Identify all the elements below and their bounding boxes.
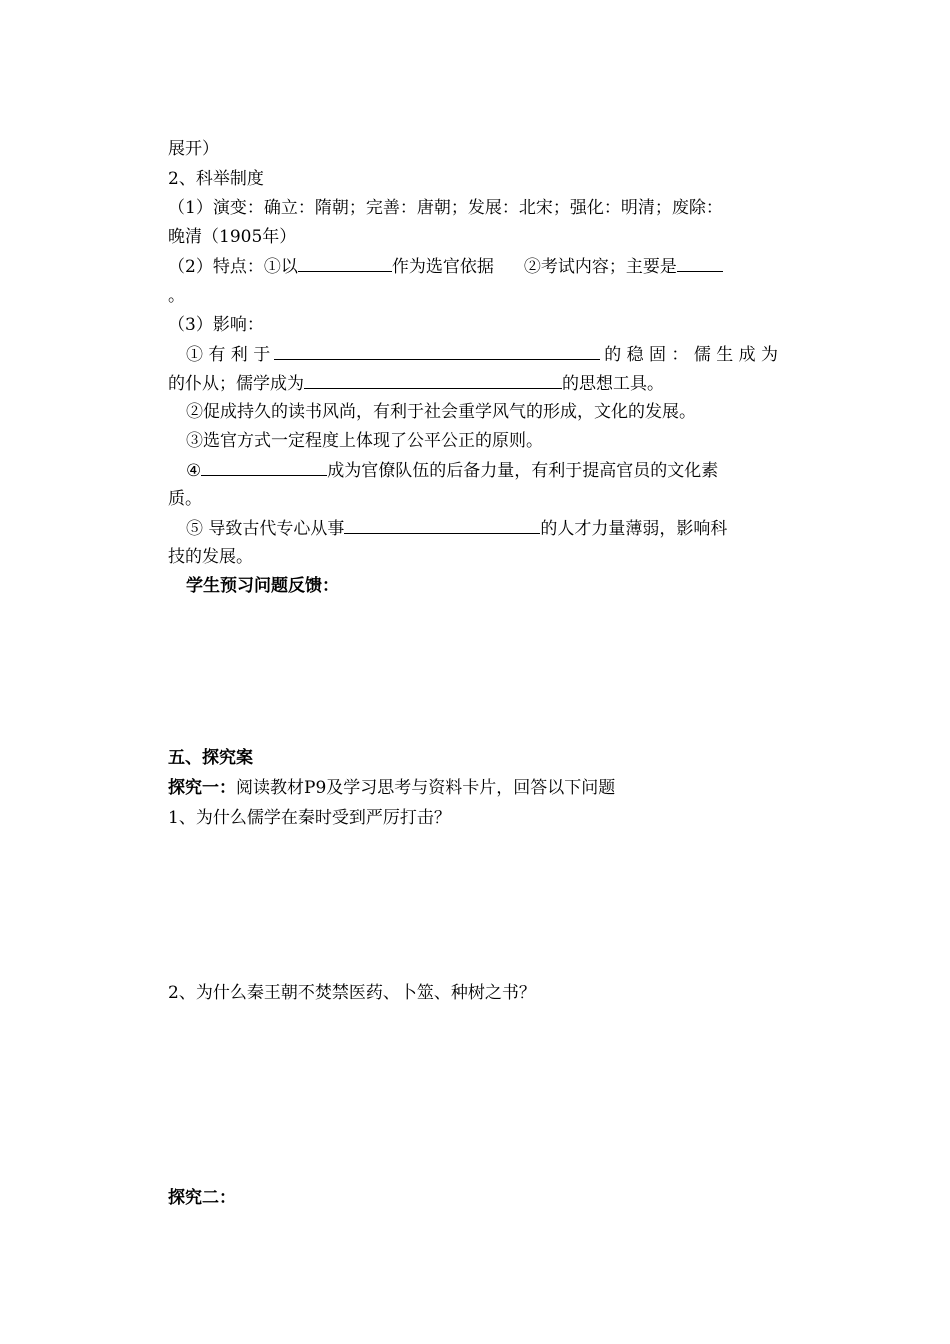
text-segment: 的 稳 固 ： 儒 生 成 为 (604, 345, 779, 365)
fill-blank[interactable] (274, 344, 600, 360)
text-line: 。 (168, 286, 185, 306)
text-line: 展开） (168, 139, 219, 159)
text-line (186, 344, 778, 365)
text-segment: 的思想工具。 (562, 374, 664, 394)
fill-blank[interactable] (677, 256, 723, 272)
text-segment: （2）特点：①以 (168, 257, 298, 277)
text-line: ②促成持久的读书风尚，有利于社会重学风气的形成，文化的发展。 (186, 402, 696, 422)
inquiry-two-heading: 探究二： (168, 1188, 236, 1208)
text-line: ③选官方式一定程度上体现了公平公正的原则。 (186, 431, 543, 451)
text-line: （3）影响： (168, 315, 264, 335)
text-segment: 成为官僚队伍的后备力量，有利于提高官员的文化素 (327, 461, 719, 481)
text-line: 晚清（1905年） (168, 227, 297, 247)
text-line (186, 460, 718, 481)
text-line (186, 518, 727, 539)
text-line: （1）演变：确立：隋朝；完善：唐朝；发展：北宋；强化：明清；废除： (168, 198, 723, 218)
text-line (168, 373, 664, 394)
text-segment: ②考试内容；主要是 (523, 257, 677, 277)
section-heading-inquiry: 五、探究案 (168, 748, 253, 768)
text-segment: ⑤ 导致古代专心从事 (186, 519, 345, 539)
feedback-heading: 学生预习问题反馈： (186, 576, 339, 596)
fill-blank[interactable] (298, 256, 392, 272)
fill-blank[interactable] (201, 460, 327, 476)
text-segment: ① 有 利 于 (186, 345, 271, 365)
fill-blank[interactable] (304, 373, 562, 389)
text-segment: 的人才力量薄弱，影响科 (540, 519, 728, 539)
fill-blank[interactable] (344, 518, 540, 534)
text-segment: 作为选官依据 (391, 257, 494, 277)
text-line: 技的发展。 (168, 547, 253, 567)
question-1: 1、为什么儒学在秦时受到严厉打击？ (168, 808, 451, 828)
section-heading-keju: 2、科举制度 (168, 169, 264, 189)
inquiry-label: 探究一： (168, 778, 236, 798)
text-line (168, 778, 615, 798)
text-segment: 的仆从；儒学成为 (168, 374, 304, 394)
text-line (168, 256, 723, 277)
text-line: 质。 (168, 489, 202, 509)
text-segment: 阅读教材P9及学习思考与资料卡片，回答以下问题 (236, 778, 616, 798)
text-segment: ④ (186, 461, 202, 481)
question-2: 2、为什么秦王朝不焚禁医药、卜筮、种树之书？ (168, 983, 536, 1003)
